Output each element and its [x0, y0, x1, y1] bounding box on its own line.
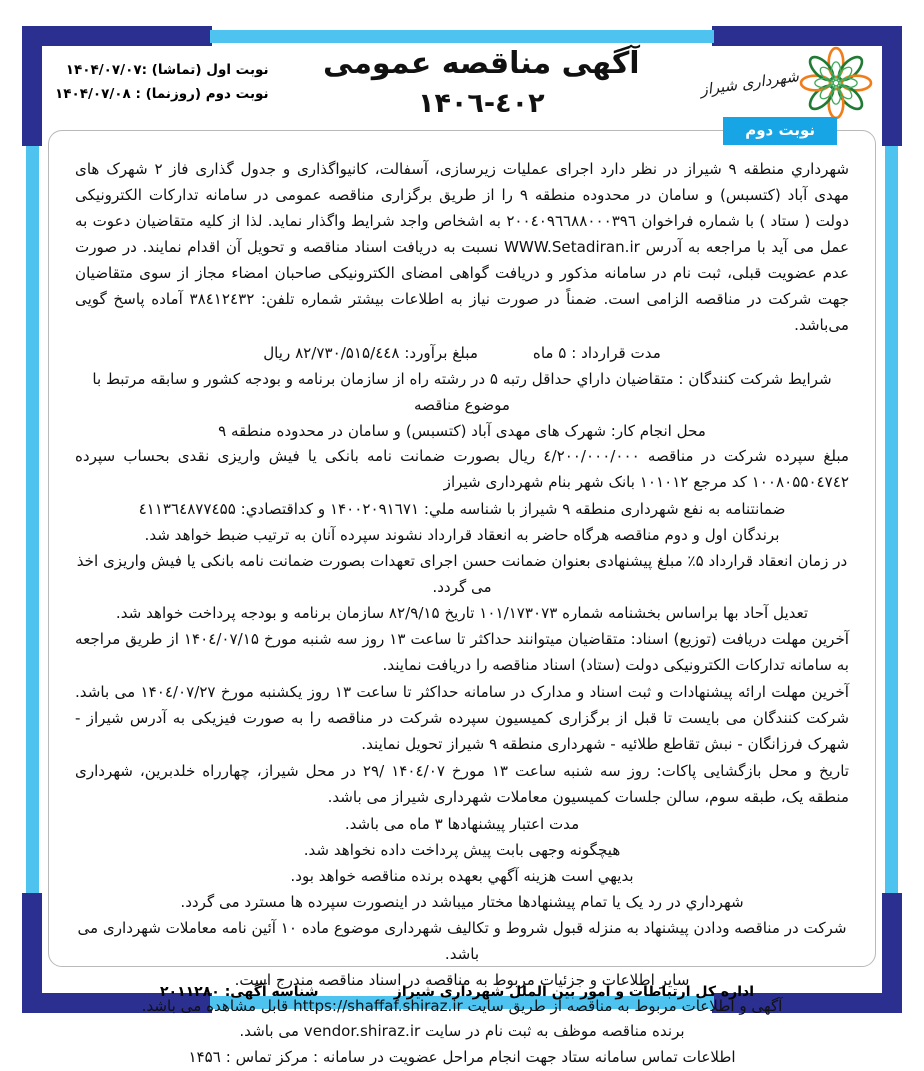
paragraph-intro: شهرداري منطقه ۹ شیراز در نظر دارد اجرای عملیات زیرسازی، آسفالت، کانیواگذاری و جدول گذاری فاز ۲ شهرک های مهدی آباد (کتسبس) و سامان در محدوده منطقه ۹ را از طریق برگزاری مناقصه عمومی در سامانه تدارکات الکترونیکی دولت ( ستاد ) با شماره فراخوان ۲۰۰٤۰۹٦٦۸۸۰۰۰۳۹٦ به اشخاص واجد شرایط واگذار نماید. لذا از کلیه متقاضیان دعوت به عمل می آید با مراجعه به آدرس WWW.Setadiran.ir نسبت به دریافت اسناد مناقصه و تحویل آن اقدام نمایند. در صورت عدم عضویت قبلی، ثبت نام در سامانه مذکور و دریافت گواهی امضای الکترونیکی صاحبان امضاء مجاز از سوی متقاضیان جهت شرکت در مناقصه الزامی است. ضمناً در صورت نیاز به اطلاعات بیشتر شماره تلفن: ۳۸٤۱۲٤۳۲ آماده پاسخ گویی می‌باشد.	[75, 160, 850, 334]
ad-id: شناسه آگهی: ۲۰۱۱۲۸۰	[160, 984, 319, 1000]
paragraph-price-adjustment: تعدیل آحاد بها براساس بخشنامه شماره ۱۰۱/۱۷۳۰۷۳ تاریخ ۸۲/۹/۱۵ سازمان برنامه و بودجه پرداخت خواهد شد.	[115, 604, 809, 623]
shiraz-municipality-flower-icon	[803, 50, 869, 116]
paragraph-website: آگهی و اطلاعات مربوط به مناقصه از طریق سایت https://shaffaf.shiraz.ir قابل مشاهده می باشد.	[141, 996, 783, 1015]
frame-accent-right	[885, 146, 898, 893]
paragraph-other-info: سایر اطلاعات و جزئیات مربوط به مناقصه در اسناد مناقصه مندرج است.	[234, 970, 690, 989]
contract-duration-value: ۵ ماه	[532, 343, 567, 362]
paragraph-offer-deadline: آخرین مهلت ارائه پیشنهادات و ثبت اسناد و مدارک در سامانه حداکثر تا ساعت ۱۳ روز یکشنبه مورخ ۱۴۰٤/۰۷/۲۷ می باشد. شرکت کنندگان می بایست تا قبل از برگزاری کمیسیون سپرده شرکت در مناقصه را به صورت فیزیکی به آدرس شیراز - شهرک فرزانگان - نبش تقاطع طلائیه - شهرداری منطقه ۹ شیراز تحویل نمایند.	[75, 683, 849, 753]
issuing-department: اداره کل ارتباطات و امور بین الملل شهرداری شیراز	[393, 984, 754, 1000]
date-first-round: نوبت اول (تماشا) :۱۴۰۴/۰۷/۰۷	[65, 62, 269, 79]
paragraph-deposit: مبلغ سپرده شرکت در مناقصه ٤/۲۰۰/۰۰۰/۰۰۰ ریال بصورت ضمانت نامه بانکی یا فیش واریزی نقدی بحساب سپرده ۱۰۰۸۰۵۵۰٤۷٤۲ کد مرجع ۱۰۱۰۱۲ بانک شهر بنام شهرداری شیراز	[75, 447, 849, 492]
estimate-amount-value: ۸۲/۷۳۰/۵۱۵/٤٤۸ ریال	[263, 343, 400, 362]
paragraph-acceptance-terms: شرکت در مناقصه ودادن پیشنهاد به منزله قبول شروط و تکالیف شهرداری موضوع ماده ۱۰ آئین نامه معاملات شهرداری می باشد.	[77, 918, 847, 963]
tender-number: ۱۴۰٤-٦۰۲	[417, 87, 545, 119]
paragraph-vendor-registration: برنده مناقصه موظف به ثبت نام در سایت vendor.shiraz.ir می باشد.	[239, 1022, 685, 1041]
paragraph-document-deadline: آخرین مهلت دریافت (توزیع) اسناد: متقاضیان میتوانند حداکثر تا ساعت ۱۳ روز سه شنبه مورخ ۱۴۰٤/۰۷/۱۵ از طریق مراجعه به سامانه تدارکات الکترونیکی دولت (ستاد) اسناد مناقصه را دریافت نمایند.	[75, 630, 849, 675]
contract-duration	[533, 341, 661, 367]
paragraph-ad-cost: بدیهي است هزینه آگهي بعهده برنده مناقصه خواهد بود.	[290, 866, 634, 885]
paragraph-rejection-right: شهرداري در رد یک یا تمام پیشنهادها مختار میباشد در اینصورت سپرده ها مسترد می گردد.	[180, 892, 744, 911]
page-header	[55, 38, 869, 128]
page-title: آگهی مناقصه عمومی	[322, 46, 640, 82]
page-footer	[60, 973, 864, 1011]
contract-duration-label: مدت قرارداد :	[571, 343, 661, 362]
paragraph-no-prepayment: هیچگونه وجهی بابت پیش پرداخت داده نخواهد شد.	[303, 840, 621, 859]
paragraph-envelope-opening: تاریخ و محل بازگشایی پاکات: روز سه شنبه ساعت ۱۳ مورخ ۱۴۰٤/۰۷ /۲۹ در محل شیراز، چهارراه خلدبرین، شهرداری منطقه یک، طبقه سوم، سالن جلسات کمیسیون معاملات شهرداری شیراز می باشد.	[75, 761, 849, 806]
status-badge: نوبت دوم	[723, 117, 837, 145]
municipality-logo	[694, 50, 869, 116]
title-block	[269, 47, 694, 119]
logo-wordmark: شهرداری شیراز	[699, 67, 800, 99]
paragraph-conditions: شرایط شرکت کنندگان : متقاضیان داراي حداقل رتبه ۵ در رشته راه از سازمان برنامه و بودجه کشور و سابقه مرتبط با موضوع مناقصه	[92, 369, 832, 414]
date-second-round: نوبت دوم (روزنما) : ۱۴۰۴/۰۷/۰۸	[55, 86, 269, 102]
paragraph-contact-center: اطلاعات تماس سامانه ستاد جهت انجام مراحل عضویت در سامانه : مرکز تماس : ۱۴۵٦	[188, 1048, 736, 1067]
frame-accent-left	[26, 146, 39, 893]
paragraph-work-place: محل انجام کار: شهرک های مهدی آباد (کتسبس) و سامان در محدوده منطقه ۹	[218, 421, 706, 440]
publication-dates	[55, 59, 269, 106]
announcement-body	[75, 157, 849, 1071]
paragraph-winners: برندگان اول و دوم مناقصه هرگاه حاضر به انعقاد قرارداد نشوند سپرده آنان به ترتیب ضبط خواهد شد.	[144, 526, 780, 545]
estimate-amount-label: مبلغ برآورد:	[404, 343, 478, 362]
estimate-duration-row	[75, 341, 849, 367]
estimate-amount	[263, 341, 478, 367]
paragraph-offer-validity: مدت اعتبار پیشنهادها ۳ ماه می باشد.	[344, 814, 580, 833]
paragraph-guarantee: ضمانتنامه به نفع شهرداری منطقه ۹ شیراز با شناسه ملي: ۱۴۰۰۲۰۹۱٦۷۱ و کداقتصادي: ٤۱۱۳٦٤۸۷۷٤۵۵	[138, 500, 786, 519]
paragraph-performance-bond: در زمان انعقاد قرارداد ۵٪ مبلغ پیشنهادی بعنوان ضمانت حسن اجرای تعهدات بصورت ضمانت نامه بانکی یا فیش واریزی اخذ می گردد.	[76, 552, 848, 597]
